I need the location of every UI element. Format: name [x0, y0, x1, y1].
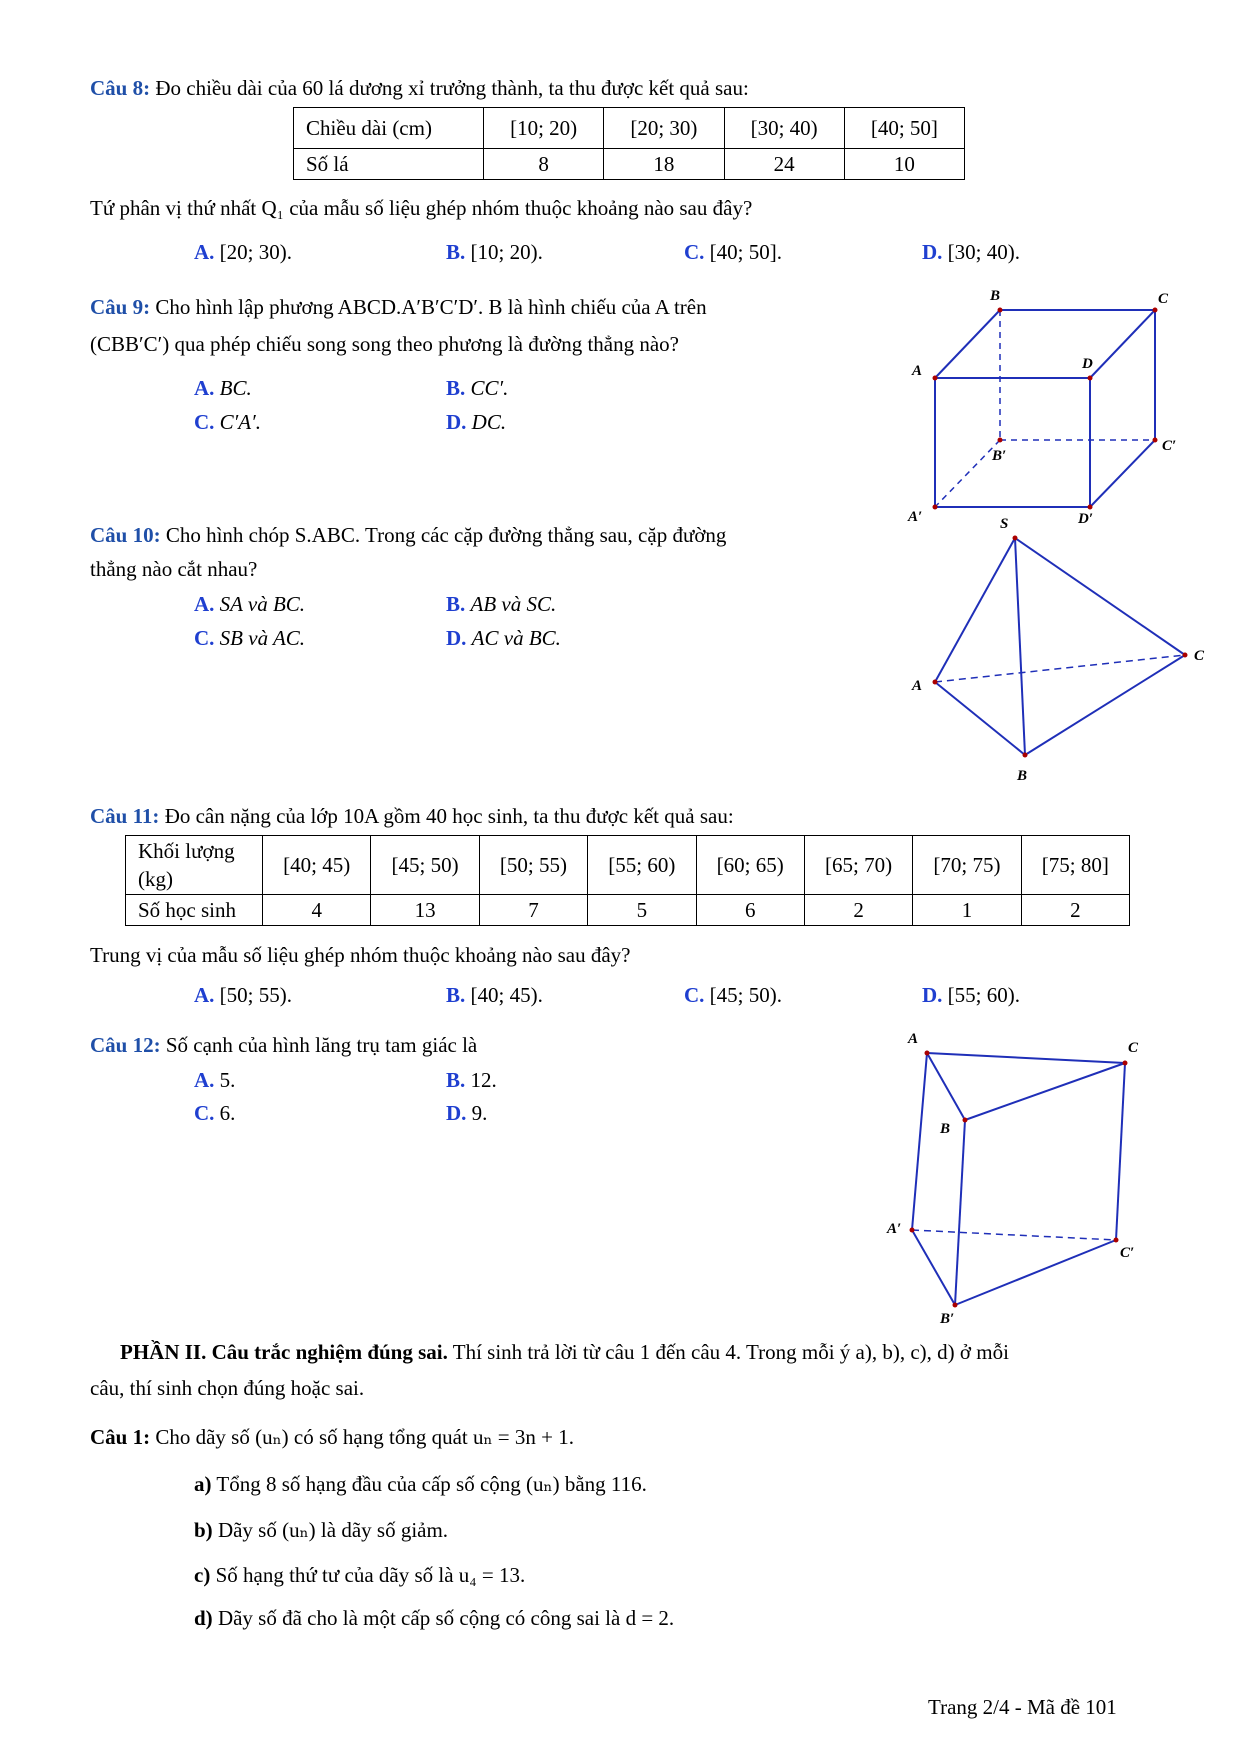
- q9-option-a[interactable]: [194, 376, 252, 401]
- table-cell: 7: [479, 895, 587, 926]
- table-cell: 4: [263, 895, 371, 926]
- table-cell: [45; 50): [371, 836, 479, 895]
- q11-question: Trung vị của mẫu số liệu ghép nhóm thuộc khoảng nào sau đây?: [90, 943, 631, 967]
- item-key: b): [194, 1518, 213, 1542]
- part2-item-a[interactable]: [194, 1472, 647, 1497]
- table-cell: [60; 65): [696, 836, 804, 895]
- option-key: B.: [446, 240, 466, 264]
- part2-item-b[interactable]: [194, 1518, 448, 1543]
- part2-q1-stem: [90, 1425, 574, 1450]
- prism-label-a: A: [908, 1031, 919, 1047]
- q10-label: Câu 10:: [90, 523, 161, 547]
- cube-label-d-prime: D′: [1078, 511, 1094, 527]
- option-text: [50; 55).: [219, 983, 292, 1007]
- q9-option-b[interactable]: [446, 376, 508, 401]
- q10-text1: Cho hình chóp S.ABC. Trong các cặp đường thẳng sau, cặp đường: [165, 523, 727, 547]
- item-text: Dãy số (uₙ) là dãy số giảm.: [217, 1518, 449, 1542]
- q11-table: [125, 835, 1130, 926]
- item-text: Số hạng thứ tư của dãy số là u₄ = 13.: [215, 1563, 526, 1587]
- pyramid-label-a: A: [912, 678, 923, 694]
- option-text: [10; 20).: [470, 240, 543, 264]
- table-cell: [70; 75): [913, 836, 1021, 895]
- cube-label-c-prime: C′: [1162, 438, 1177, 454]
- part2-item-c[interactable]: [194, 1563, 525, 1588]
- option-key: C.: [194, 626, 215, 650]
- q8-option-c[interactable]: [684, 240, 782, 265]
- option-text: AC và BC.: [471, 626, 561, 650]
- q11-option-a[interactable]: [194, 983, 292, 1008]
- option-key: A.: [194, 240, 215, 264]
- q8-label: Câu 8:: [90, 76, 151, 100]
- option-key: C.: [684, 983, 705, 1007]
- item-text: Dãy số đã cho là một cấp số cộng có công sai là d = 2.: [217, 1606, 675, 1630]
- option-key: D.: [446, 1101, 467, 1125]
- option-key: C.: [194, 410, 215, 434]
- table-cell: 2: [1021, 895, 1129, 926]
- item-key: c): [194, 1563, 211, 1587]
- table-header-line2: (kg): [138, 867, 173, 891]
- table-cell: Chiều dài (cm): [294, 108, 484, 149]
- table-cell: 13: [371, 895, 479, 926]
- item-key: d): [194, 1606, 213, 1630]
- q10-option-a[interactable]: [194, 592, 305, 617]
- q8-question: Tứ phân vị thứ nhất Q₁ của mẫu số liệu ghép nhóm thuộc khoảng nào sau đây?: [90, 196, 753, 220]
- table-cell: [20; 30): [604, 108, 724, 149]
- option-text: 9.: [471, 1101, 488, 1125]
- q8-text: Đo chiều dài của 60 lá dương xỉ trưởng thành, ta thu được kết quả sau:: [155, 76, 749, 100]
- option-text: [20; 30).: [219, 240, 292, 264]
- table-cell: [10; 20): [484, 108, 604, 149]
- option-text: C′A′.: [219, 410, 261, 434]
- q12-stem: [90, 1033, 477, 1058]
- option-text: 5.: [219, 1068, 236, 1092]
- option-key: A.: [194, 376, 215, 400]
- q8-option-d[interactable]: [922, 240, 1020, 265]
- option-text: [55; 60).: [947, 983, 1020, 1007]
- option-text: [40; 50].: [709, 240, 782, 264]
- q10-stem-line2: thẳng nào cắt nhau?: [90, 557, 258, 581]
- q10-option-c[interactable]: [194, 626, 305, 651]
- q9-stem-line1: [90, 295, 707, 320]
- table-cell: 1: [913, 895, 1021, 926]
- table-cell: 2: [804, 895, 912, 926]
- q12-text: Số cạnh của hình lăng trụ tam giác là: [165, 1033, 478, 1057]
- table-cell: 18: [604, 149, 724, 180]
- table-cell: 8: [484, 149, 604, 180]
- q12-option-b[interactable]: [446, 1068, 497, 1093]
- option-key: B.: [446, 983, 466, 1007]
- option-key: C.: [194, 1101, 215, 1125]
- item-key: a): [194, 1472, 212, 1496]
- q9-option-c[interactable]: [194, 410, 261, 435]
- table-cell: [50; 55): [479, 836, 587, 895]
- prism-label-b-prime: B′: [940, 1311, 955, 1325]
- cube-label-c: C: [1158, 291, 1169, 307]
- q12-option-c[interactable]: [194, 1101, 235, 1126]
- q11-stem: [90, 804, 734, 829]
- part2-q1-label: Câu 1:: [90, 1425, 151, 1449]
- table-cell: [40; 50]: [844, 108, 964, 149]
- table-header-line1: Khối lượng: [138, 839, 235, 863]
- pyramid-label-b: B: [1017, 768, 1028, 784]
- prism-label-c-prime: C′: [1120, 1245, 1135, 1261]
- option-key: A.: [194, 592, 215, 616]
- part2-title: PHẦN II. Câu trắc nghiệm đúng sai.: [120, 1340, 448, 1364]
- option-key: A.: [194, 1068, 215, 1092]
- table-cell: [40; 45): [263, 836, 371, 895]
- prism-figure: [880, 1025, 1170, 1325]
- q9-stem-line2: (CBB′C′) qua phép chiếu song song theo phương là đường thẳng nào?: [90, 332, 679, 356]
- option-key: C.: [684, 240, 705, 264]
- option-key: D.: [922, 240, 943, 264]
- option-key: D.: [446, 410, 467, 434]
- cube-label-b-prime: B′: [992, 448, 1007, 464]
- table-cell: [65; 70): [804, 836, 912, 895]
- item-text: Tổng 8 số hạng đầu của cấp số cộng (uₙ) bằng 116.: [216, 1472, 647, 1496]
- cube-label-a: A: [912, 363, 923, 379]
- q8-option-a[interactable]: [194, 240, 292, 265]
- option-text: DC.: [471, 410, 507, 434]
- option-text: 12.: [470, 1068, 497, 1092]
- table-cell: Số học sinh: [126, 895, 263, 926]
- option-text: [45; 50).: [709, 983, 782, 1007]
- table-cell: [126, 836, 263, 895]
- option-text: CC′.: [470, 376, 509, 400]
- q12-option-a[interactable]: [194, 1068, 235, 1093]
- pyramid-label-c: C: [1194, 648, 1205, 664]
- table-cell: 24: [724, 149, 844, 180]
- part2-item-d[interactable]: [194, 1606, 674, 1631]
- cube-label-a-prime: A′: [908, 509, 923, 525]
- q9-option-d[interactable]: [446, 410, 506, 435]
- prism-label-c: C: [1128, 1040, 1139, 1056]
- table-cell: [55; 60): [588, 836, 696, 895]
- option-key: A.: [194, 983, 215, 1007]
- q9-label: Câu 9:: [90, 295, 151, 319]
- q11-option-d[interactable]: [922, 983, 1020, 1008]
- option-text: [40; 45).: [470, 983, 543, 1007]
- option-text: SA và BC.: [219, 592, 306, 616]
- q12-label: Câu 12:: [90, 1033, 161, 1057]
- option-key: D.: [446, 626, 467, 650]
- q9-text1: Cho hình lập phương ABCD.A′B′C′D′. B là hình chiếu của A trên: [155, 295, 707, 319]
- q8-table: [293, 107, 965, 180]
- table-cell: Số lá: [294, 149, 484, 180]
- table-row: [294, 149, 965, 180]
- option-text: [30; 40).: [947, 240, 1020, 264]
- cube-label-d: D: [1082, 356, 1093, 372]
- table-row: [126, 895, 1130, 926]
- q11-label: Câu 11:: [90, 804, 160, 828]
- q12-option-d[interactable]: [446, 1101, 487, 1126]
- table-row: [294, 108, 965, 149]
- table-cell: 6: [696, 895, 804, 926]
- q11-option-c[interactable]: [684, 983, 782, 1008]
- option-key: B.: [446, 1068, 466, 1092]
- option-key: D.: [922, 983, 943, 1007]
- q8-option-b[interactable]: [446, 240, 543, 265]
- option-key: B.: [446, 592, 466, 616]
- prism-label-b: B: [940, 1121, 951, 1137]
- option-text: BC.: [219, 376, 252, 400]
- option-text: AB và SC.: [470, 592, 557, 616]
- part2-intro2: câu, thí sinh chọn đúng hoặc sai.: [90, 1376, 365, 1400]
- table-cell: 5: [588, 895, 696, 926]
- table-row: [126, 836, 1130, 895]
- pyramid-figure: [900, 505, 1230, 795]
- part2-q1-text: Cho dãy số (uₙ) có số hạng tổng quát uₙ = 3n + 1.: [155, 1425, 574, 1449]
- table-cell: [75; 80]: [1021, 836, 1129, 895]
- part2-heading: [120, 1340, 1009, 1365]
- q11-option-b[interactable]: [446, 983, 543, 1008]
- pyramid-label-s: S: [1000, 516, 1009, 532]
- option-text: 6.: [219, 1101, 236, 1125]
- q10-stem-line1: [90, 523, 726, 548]
- table-cell: 10: [844, 149, 964, 180]
- q10-option-b[interactable]: [446, 592, 556, 617]
- option-key: B.: [446, 376, 466, 400]
- table-cell: [30; 40): [724, 108, 844, 149]
- prism-label-a-prime: A′: [887, 1221, 902, 1237]
- q10-option-d[interactable]: [446, 626, 561, 651]
- q8-stem: [90, 76, 749, 101]
- cube-label-b: B: [990, 288, 1001, 304]
- part2-intro1: Thí sinh trả lời từ câu 1 đến câu 4. Trong mỗi ý a), b), c), d) ở mỗi: [452, 1340, 1009, 1364]
- page-footer: Trang 2/4 - Mã đề 101: [928, 1695, 1117, 1719]
- option-text: SB và AC.: [219, 626, 306, 650]
- q11-text: Đo cân nặng của lớp 10A gồm 40 học sinh, ta thu được kết quả sau:: [164, 804, 734, 828]
